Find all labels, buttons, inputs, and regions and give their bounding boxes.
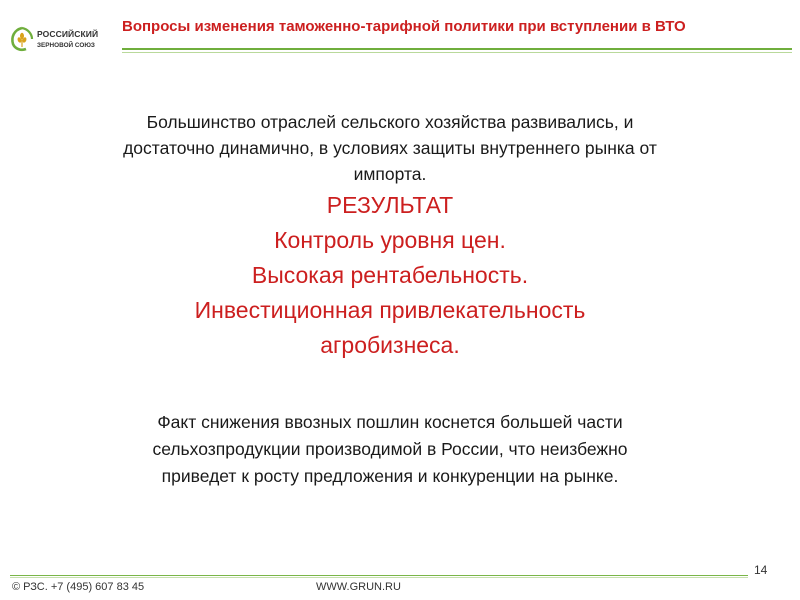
- footer-copyright: © РЗС. +7 (495) 607 83 45: [12, 581, 145, 593]
- fact-paragraph: [40, 409, 740, 490]
- fact-line-1: Факт снижения ввозных пошлин коснется большей части: [157, 412, 623, 432]
- logo-line-2: ЗЕРНОВОЙ СОЮЗ: [37, 42, 95, 49]
- logo-text: [37, 29, 98, 51]
- intro-line-1: Большинство отраслей сельского хозяйства развивались, и: [146, 112, 634, 132]
- intro-line-3: импорта.: [353, 164, 427, 184]
- intro-line-2: достаточно динамично, в условиях защиты внутреннего рынка от: [123, 138, 657, 158]
- company-logo: [10, 26, 114, 56]
- result-heading: РЕЗУЛЬТАТ: [326, 192, 454, 218]
- page-number: 14: [754, 563, 768, 577]
- wheat-logo-icon: [10, 26, 34, 52]
- result-line-price-control: Контроль уровня цен.: [274, 227, 506, 253]
- result-line-investment: Инвестиционная привлекательность: [194, 297, 586, 323]
- slide-title: Вопросы изменения таможенно-тарифной политики при вступлении в ВТО: [122, 18, 686, 35]
- intro-paragraph: [30, 109, 750, 187]
- header-divider-thin: [122, 52, 792, 53]
- fact-line-3: приведет к росту предложения и конкуренции на рынке.: [161, 466, 619, 486]
- header-divider: [122, 48, 792, 50]
- footer-divider: [10, 575, 748, 576]
- footer-website-link[interactable]: WWW.GRUN.RU: [316, 581, 401, 593]
- result-block: [30, 188, 750, 363]
- footer-divider-thin: [10, 577, 748, 578]
- result-line-profitability: Высокая рентабельность.: [251, 262, 529, 288]
- fact-line-2: сельхозпродукции производимой в России, что неизбежно: [152, 439, 628, 459]
- logo-line-1: РОССИЙСКИЙ: [37, 29, 99, 39]
- result-line-agribusiness: агробизнеса.: [320, 332, 460, 358]
